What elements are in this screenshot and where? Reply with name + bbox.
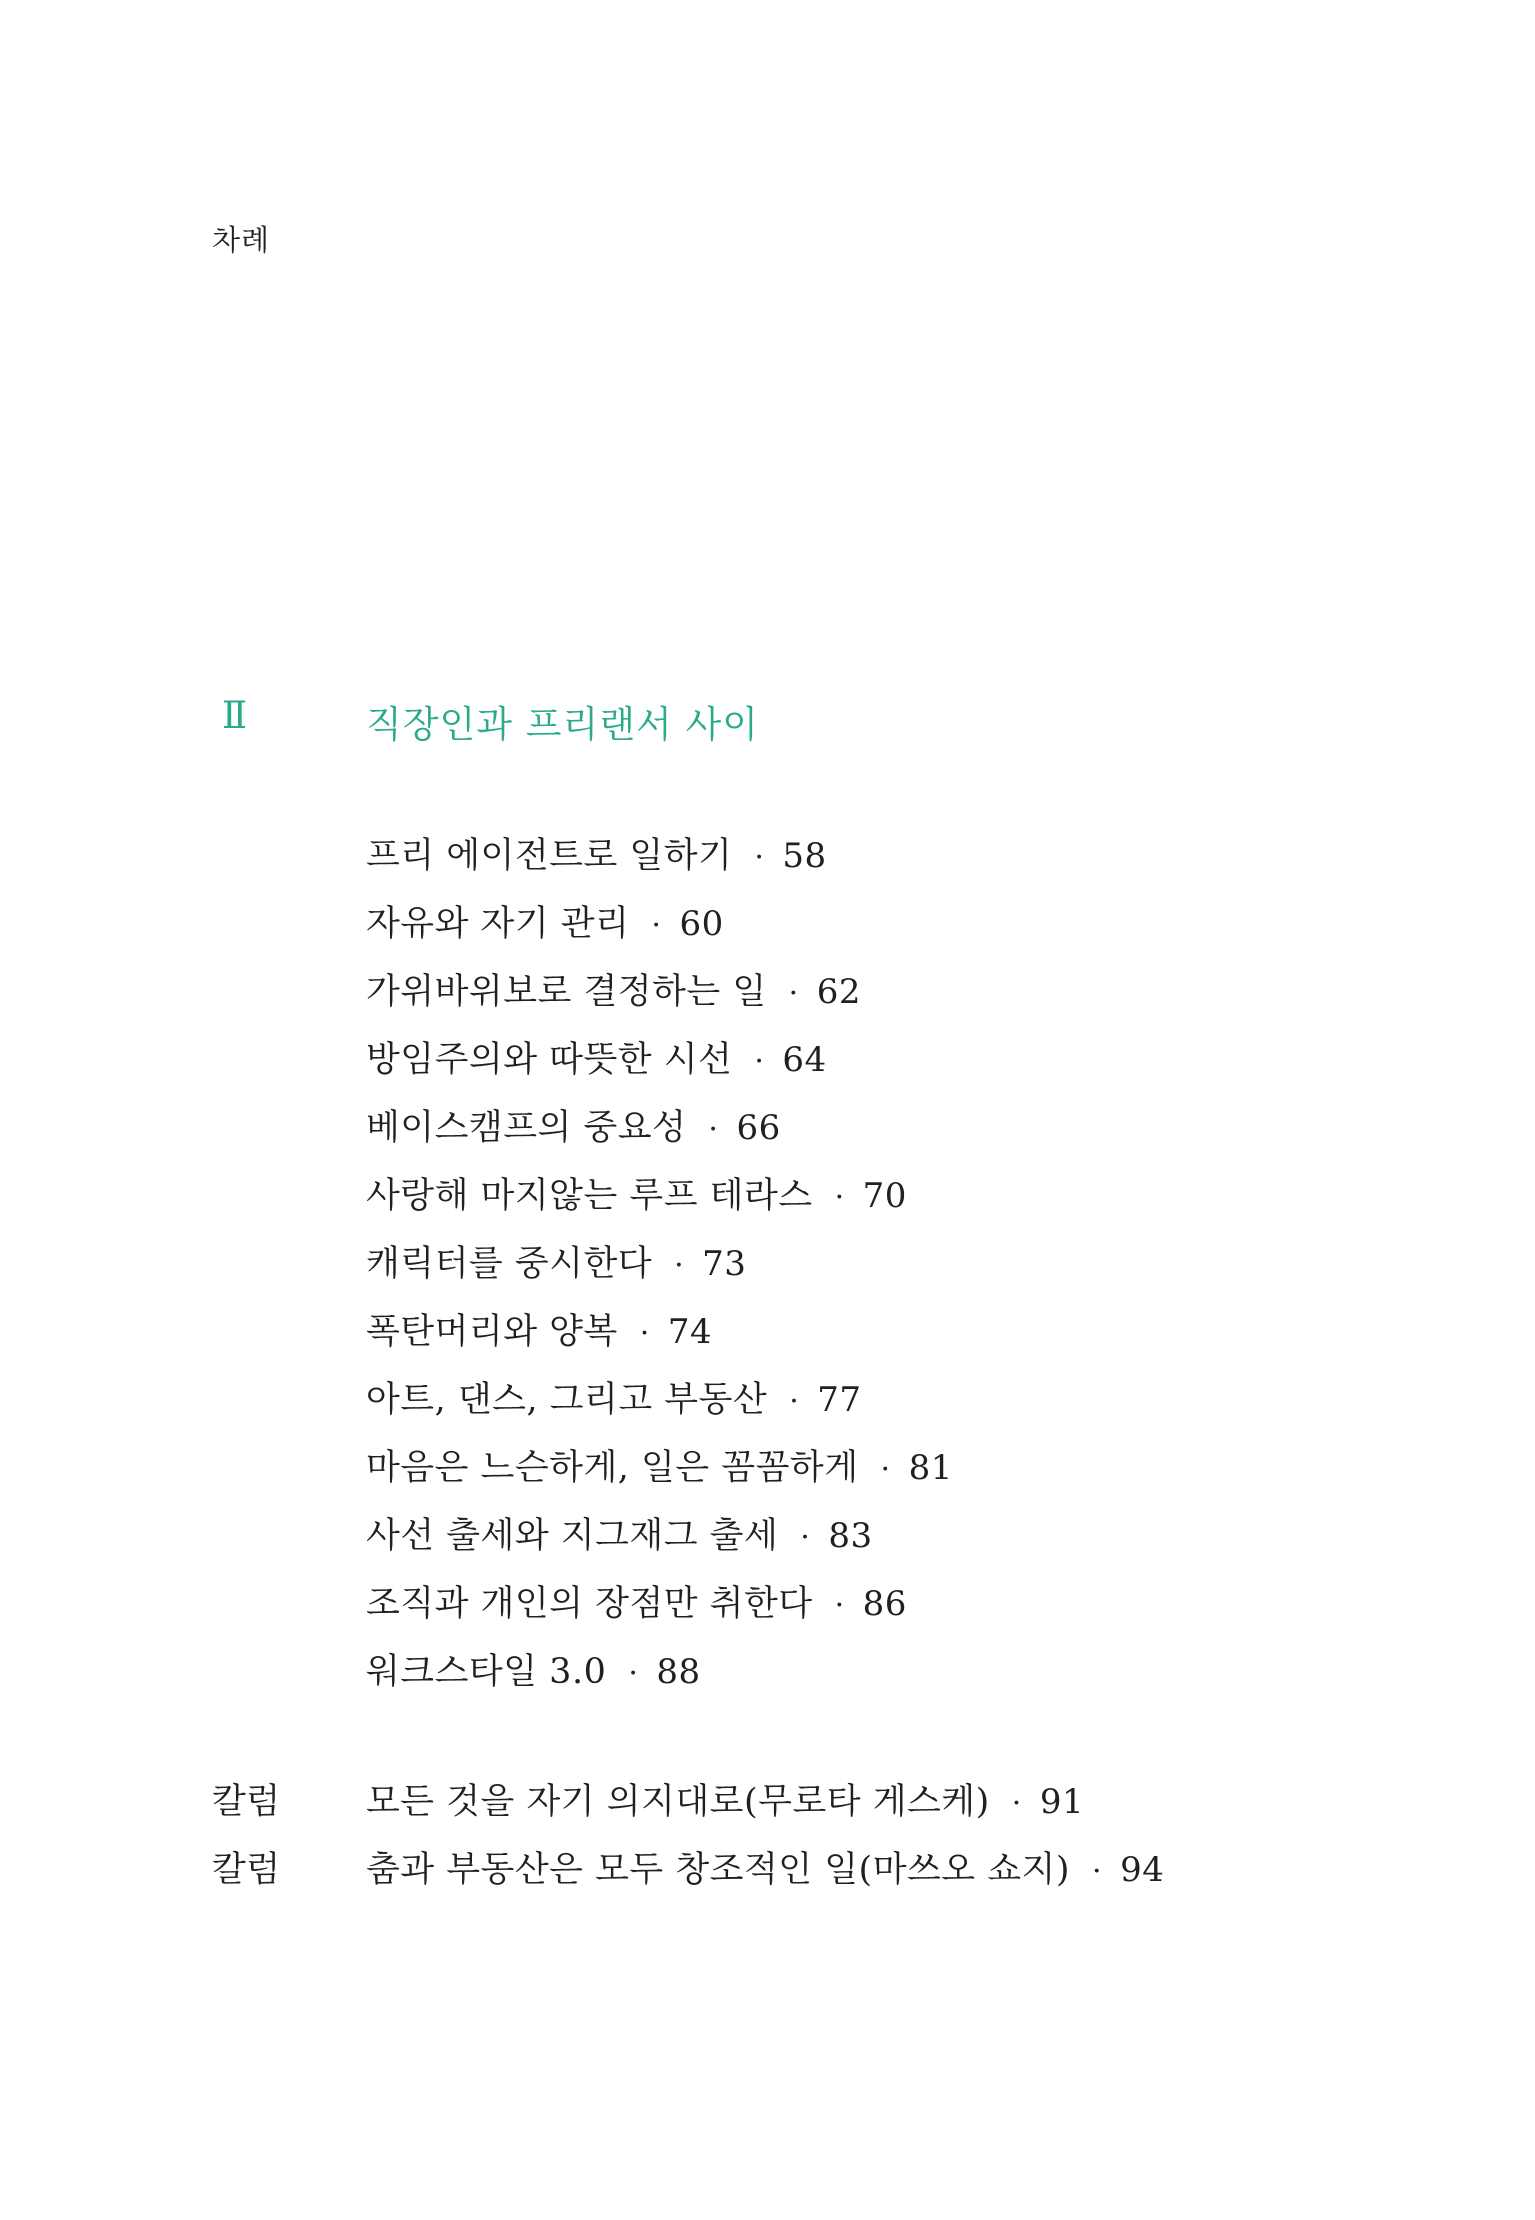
- entry-page: 74: [667, 1312, 713, 1352]
- separator-dot: ·: [789, 1384, 800, 1419]
- entry-title: 조직과 개인의 장점만 취한다: [366, 1584, 813, 1624]
- entry-page: 58: [782, 836, 827, 876]
- toc-entry[interactable]: [366, 1644, 953, 1712]
- part-title: 직장인과 프리랜서 사이: [366, 703, 759, 746]
- entry-page: 66: [736, 1108, 781, 1148]
- entry-title: 아트, 댄스, 그리고 부동산: [366, 1380, 768, 1420]
- column-text: [366, 1774, 1084, 1832]
- separator-dot: ·: [800, 1520, 811, 1555]
- separator-dot: ·: [1011, 1786, 1022, 1821]
- separator-dot: ·: [628, 1656, 639, 1691]
- entry-page: 62: [816, 972, 861, 1012]
- column-label: 칼럼: [212, 1850, 281, 1890]
- separator-dot: ·: [834, 1180, 845, 1215]
- entry-page: 83: [828, 1516, 873, 1556]
- separator-dot: ·: [788, 976, 799, 1011]
- toc-entry[interactable]: [366, 1508, 953, 1576]
- toc-entry[interactable]: [366, 896, 953, 964]
- toc-entry[interactable]: [366, 1372, 953, 1440]
- entry-page: 86: [862, 1584, 907, 1624]
- entry-page: 64: [782, 1040, 827, 1080]
- toc-entry[interactable]: [366, 1304, 953, 1372]
- column-page: 94: [1120, 1850, 1165, 1890]
- column-text: [366, 1842, 1164, 1900]
- toc-entry[interactable]: [366, 1032, 953, 1100]
- toc-entry[interactable]: [366, 1440, 953, 1508]
- separator-dot: ·: [880, 1452, 891, 1487]
- separator-dot: ·: [834, 1588, 845, 1623]
- entry-title: 사랑해 마지않는 루프 테라스: [366, 1176, 813, 1216]
- entry-title: 워크스타일 3.0: [366, 1652, 607, 1692]
- entry-page: 73: [702, 1244, 747, 1284]
- entry-title: 자유와 자기 관리: [366, 904, 630, 944]
- separator-dot: ·: [674, 1248, 685, 1283]
- separator-dot: ·: [754, 1044, 765, 1079]
- chapter-list: [366, 828, 953, 1712]
- part-header: [222, 694, 1122, 744]
- entry-title: 마음은 느슨하게, 일은 꼼꼼하게: [366, 1448, 859, 1488]
- separator-dot: ·: [1092, 1854, 1103, 1889]
- entry-title: 캐릭터를 중시한다: [366, 1244, 653, 1284]
- entry-title: 프리 에이전트로 일하기: [366, 836, 733, 876]
- toc-entry[interactable]: [366, 1100, 953, 1168]
- toc-entry[interactable]: [366, 1576, 953, 1644]
- entry-page: 77: [817, 1380, 862, 1420]
- column-title: 모든 것을 자기 의지대로(무로타 게스케): [366, 1782, 990, 1822]
- entry-title: 가위바위보로 결정하는 일: [366, 972, 767, 1012]
- entry-title: 폭탄머리와 양복: [366, 1312, 618, 1352]
- column-title: 춤과 부동산은 모두 창조적인 일(마쓰오 쇼지): [366, 1850, 1071, 1890]
- toc-entry[interactable]: [366, 1236, 953, 1304]
- toc-entry[interactable]: [366, 1168, 953, 1236]
- entry-page: 81: [908, 1448, 953, 1488]
- toc-heading: 차례: [212, 223, 271, 257]
- entry-page: 70: [862, 1176, 907, 1216]
- entry-page: 88: [656, 1652, 701, 1692]
- separator-dot: ·: [708, 1112, 719, 1147]
- separator-dot: ·: [754, 840, 765, 875]
- separator-dot: ·: [639, 1316, 650, 1351]
- column-label: 칼럼: [212, 1782, 281, 1822]
- entry-title: 베이스캠프의 중요성: [366, 1108, 687, 1148]
- entry-page: 60: [679, 904, 724, 944]
- column-page: 91: [1039, 1782, 1085, 1822]
- entry-title: 사선 출세와 지그재그 출세: [366, 1516, 779, 1556]
- entry-title: 방임주의와 따뜻한 시선: [366, 1040, 733, 1080]
- toc-entry[interactable]: [366, 828, 953, 896]
- separator-dot: ·: [651, 908, 662, 943]
- part-numeral: Ⅱ: [222, 694, 248, 737]
- toc-entry[interactable]: [366, 964, 953, 1032]
